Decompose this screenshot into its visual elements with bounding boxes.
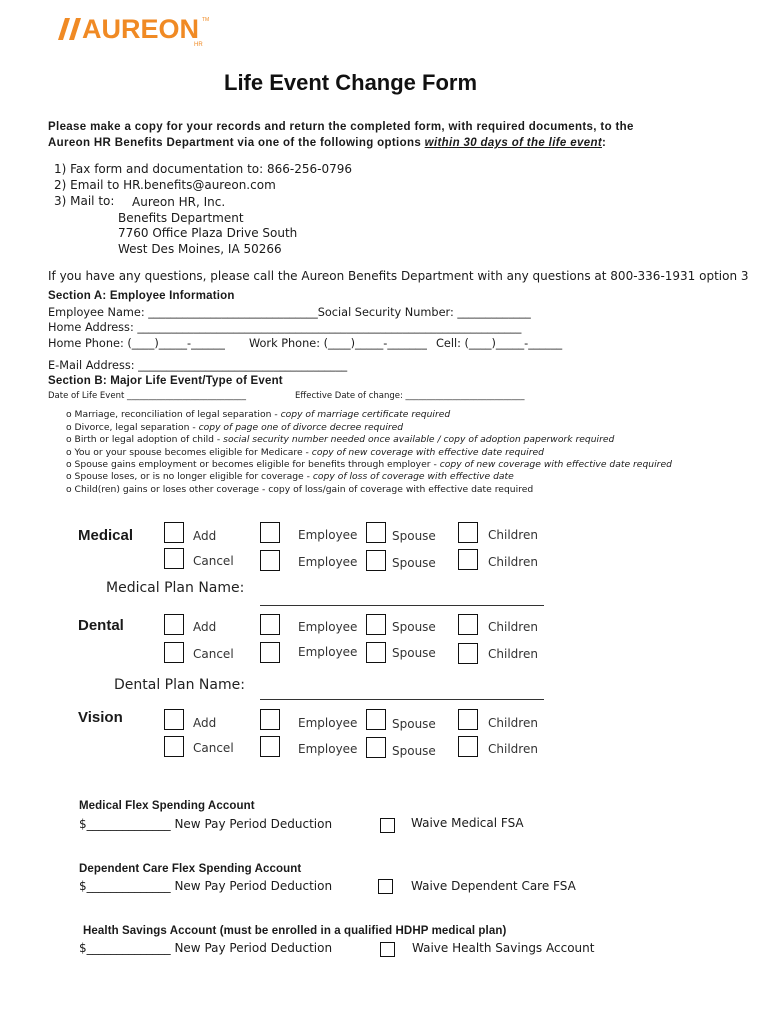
spouse-label: Spouse bbox=[392, 556, 436, 570]
medical-add-checkbox[interactable] bbox=[164, 522, 184, 543]
event-option[interactable]: o Marriage, reconciliation of legal separation - copy of marriage certificate required bbox=[66, 409, 451, 420]
vision-add-checkbox[interactable] bbox=[164, 709, 184, 730]
spouse-label: Spouse bbox=[392, 744, 436, 758]
deadline-text: within 30 days of the life event bbox=[424, 137, 603, 149]
medical-cancel-spouse-checkbox[interactable] bbox=[366, 550, 386, 571]
vision-cancel-label: Cancel bbox=[193, 741, 234, 755]
vision-cancel-employee-checkbox[interactable] bbox=[260, 736, 280, 757]
vision-cancel-children-checkbox[interactable] bbox=[458, 736, 478, 757]
vision-label: Vision bbox=[78, 709, 123, 726]
vision-add-employee-checkbox[interactable] bbox=[260, 709, 280, 730]
dental-cancel-employee-checkbox[interactable] bbox=[260, 642, 280, 663]
medical-plan-label: Medical Plan Name: bbox=[106, 580, 245, 596]
waive-dependent-care-fsa-label: Waive Dependent Care FSA bbox=[411, 879, 576, 893]
section-a-heading: Section A: Employee Information bbox=[48, 290, 235, 302]
dental-label: Dental bbox=[78, 617, 124, 634]
medical-plan-input[interactable] bbox=[260, 605, 544, 606]
intro-line-1: Please make a copy for your records and return the completed form, with required documents, to the bbox=[48, 121, 634, 133]
logo-hr: HR bbox=[194, 42, 203, 48]
employee-label: Employee bbox=[298, 620, 358, 634]
children-label: Children bbox=[488, 528, 538, 542]
option-fax: 1) Fax form and documentation to: 866-256-0796 bbox=[54, 162, 352, 176]
intro-colon: : bbox=[602, 137, 607, 149]
waive-medical-fsa-checkbox[interactable] bbox=[380, 818, 395, 833]
dental-cancel-spouse-checkbox[interactable] bbox=[366, 642, 386, 663]
date-of-life-event-field[interactable]: Date of Life Event ____________________________ bbox=[48, 391, 246, 401]
page-title: Life Event Change Form bbox=[224, 70, 478, 95]
option-mail: 3) Mail to: bbox=[54, 194, 115, 208]
effective-date-field[interactable]: Effective Date of change: ____________________________ bbox=[295, 391, 525, 401]
spouse-label: Spouse bbox=[392, 717, 436, 731]
vision-add-spouse-checkbox[interactable] bbox=[366, 709, 386, 730]
employee-label: Employee bbox=[298, 645, 358, 659]
dental-plan-input[interactable] bbox=[260, 699, 544, 700]
children-label: Children bbox=[488, 555, 538, 569]
spouse-label: Spouse bbox=[392, 646, 436, 660]
hsa-deduction-field[interactable]: $______________ New Pay Period Deduction bbox=[79, 941, 333, 955]
vision-add-children-checkbox[interactable] bbox=[458, 709, 478, 730]
waive-hsa-label: Waive Health Savings Account bbox=[412, 941, 595, 955]
event-option[interactable]: o Divorce, legal separation - copy of page one of divorce decree required bbox=[66, 422, 404, 433]
dental-add-employee-checkbox[interactable] bbox=[260, 614, 280, 635]
medical-add-spouse-checkbox[interactable] bbox=[366, 522, 386, 543]
medical-fsa-deduction-field[interactable]: $______________ New Pay Period Deduction bbox=[79, 817, 333, 831]
mail-address-line-2: Benefits Department bbox=[118, 211, 244, 225]
work-phone-field[interactable]: Work Phone: (____)_____-_______ bbox=[249, 337, 427, 350]
children-label: Children bbox=[488, 620, 538, 634]
dependent-care-deduction-field[interactable]: $______________ New Pay Period Deduction bbox=[79, 879, 333, 893]
spouse-label: Spouse bbox=[392, 620, 436, 634]
option-email: 2) Email to HR.benefits@aureon.com bbox=[54, 178, 276, 192]
employee-label: Employee bbox=[298, 528, 358, 542]
medical-cancel-label: Cancel bbox=[193, 554, 234, 568]
dental-cancel-children-checkbox[interactable] bbox=[458, 643, 478, 664]
dental-plan-label: Dental Plan Name: bbox=[114, 677, 245, 693]
event-option[interactable]: o Birth or legal adoption of child - social security number needed once available / copy of adoption paperwork required bbox=[66, 434, 615, 445]
dental-add-children-checkbox[interactable] bbox=[458, 614, 478, 635]
dental-cancel-label: Cancel bbox=[193, 647, 234, 661]
vision-add-label: Add bbox=[193, 716, 217, 730]
waive-dependent-care-fsa-checkbox[interactable] bbox=[378, 879, 393, 894]
dental-cancel-checkbox[interactable] bbox=[164, 642, 184, 663]
medical-fsa-heading: Medical Flex Spending Account bbox=[79, 800, 255, 812]
vision-cancel-spouse-checkbox[interactable] bbox=[366, 737, 386, 758]
vision-cancel-checkbox[interactable] bbox=[164, 736, 184, 757]
email-field[interactable]: E-Mail Address: _____________________________________ bbox=[48, 359, 348, 372]
medical-label: Medical bbox=[78, 527, 134, 544]
home-address-field[interactable]: Home Address: ____________________________________________________________________ bbox=[48, 321, 522, 334]
employee-label: Employee bbox=[298, 716, 358, 730]
event-option[interactable]: o Spouse loses, or is no longer eligible for coverage - copy of loss of coverage with effective date bbox=[66, 471, 514, 482]
hsa-heading: Health Savings Account (must be enrolled in a qualified HDHP medical plan) bbox=[83, 925, 507, 937]
employee-name-field[interactable]: Employee Name: ______________________________Social Security Number: _____________ bbox=[48, 306, 531, 319]
waive-hsa-checkbox[interactable] bbox=[380, 942, 395, 957]
dependent-care-fsa-heading: Dependent Care Flex Spending Account bbox=[79, 863, 302, 875]
dental-add-spouse-checkbox[interactable] bbox=[366, 614, 386, 635]
dental-add-label: Add bbox=[193, 620, 217, 634]
event-option[interactable]: o You or your spouse becomes eligible for Medicare - copy of new coverage with effective date required bbox=[66, 447, 544, 458]
dental-add-checkbox[interactable] bbox=[164, 614, 184, 635]
mail-address-line-4: West Des Moines, IA 50266 bbox=[118, 242, 282, 256]
mail-address-line-1: Aureon HR, Inc. bbox=[132, 195, 226, 209]
medical-cancel-employee-checkbox[interactable] bbox=[260, 550, 280, 571]
employee-label: Employee bbox=[298, 742, 358, 756]
event-option[interactable]: o Child(ren) gains or loses other coverage - copy of loss/gain of coverage with effective date required bbox=[66, 484, 534, 495]
event-option[interactable]: o Spouse gains employment or becomes eligible for benefits through employer - copy of new coverage with effective date required bbox=[66, 459, 672, 470]
medical-add-label: Add bbox=[193, 529, 217, 543]
medical-cancel-children-checkbox[interactable] bbox=[458, 549, 478, 570]
logo-trademark: TM bbox=[202, 17, 210, 23]
children-label: Children bbox=[488, 716, 538, 730]
home-phone-field[interactable]: Home Phone: (____)_____-______ bbox=[48, 337, 225, 350]
children-label: Children bbox=[488, 647, 538, 661]
intro-line-2 bbox=[48, 137, 606, 149]
logo-slashes-icon bbox=[58, 18, 84, 44]
children-label: Children bbox=[488, 742, 538, 756]
section-b-heading: Section B: Major Life Event/Type of Event bbox=[48, 375, 283, 387]
cell-phone-field[interactable]: Cell: (____)_____-______ bbox=[436, 337, 563, 350]
waive-medical-fsa-label: Waive Medical FSA bbox=[411, 816, 524, 830]
medical-add-children-checkbox[interactable] bbox=[458, 522, 478, 543]
logo-wordmark: AUREON bbox=[82, 14, 200, 44]
questions-text: If you have any questions, please call the Aureon Benefits Department with any questions at 800-336-1931 option 3 bbox=[48, 269, 749, 283]
medical-cancel-checkbox[interactable] bbox=[164, 548, 184, 569]
intro-line-2-text: Aureon HR Benefits Department via one of the following options bbox=[48, 137, 425, 149]
spouse-label: Spouse bbox=[392, 529, 436, 543]
employee-label: Employee bbox=[298, 555, 358, 569]
medical-add-employee-checkbox[interactable] bbox=[260, 522, 280, 543]
mail-address-line-3: 7760 Office Plaza Drive South bbox=[118, 226, 298, 240]
